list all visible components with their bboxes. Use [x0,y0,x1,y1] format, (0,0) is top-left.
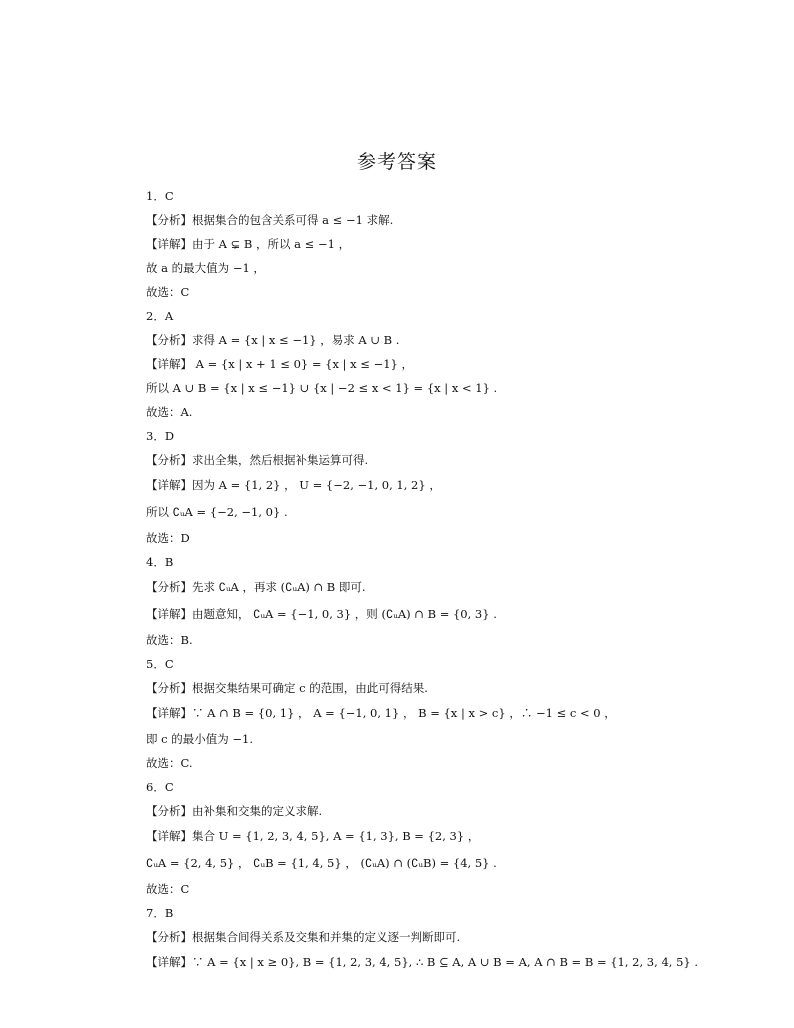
answer-line: 【分析】由补集和交集的定义求解. [146,804,323,818]
answer-line: 即 c 的最小值为 −1. [146,732,254,746]
answer-line: 【分析】根据集合间得关系及交集和并集的定义逐一判断即可. [146,930,461,944]
answer-line: 3．D [146,429,175,443]
answer-line: 【分析】根据集合的包含关系可得 a ≤ −1 求解. [146,213,394,227]
answer-line: 【分析】先求 ∁ᵤA ，再求 (∁ᵤA) ∩ B 即可. [146,580,366,594]
answer-line: 【分析】根据交集结果可确定 c 的范围，由此可得结果. [146,681,428,695]
answer-line: 故 a 的最大值为 −1 ， [146,261,265,275]
answer-line: 故选：A. [146,405,193,419]
answer-line: 【分析】求出全集，然后根据补集运算可得. [146,453,369,467]
answer-line: 2．A [146,309,174,323]
answer-line: 【详解】因为 A = {1, 2} ， U = {−2, −1, 0, 1, 2} ， [146,478,441,492]
answer-line: 5．C [146,657,174,671]
answer-line: 【详解】集合 U = {1, 2, 3, 4, 5}, A = {1, 3}, B = {2, 3} ， [146,829,480,843]
answer-line: 4．B [146,555,174,569]
answer-line: 所以 A ∪ B = {x | x ≤ −1} ∪ {x | −2 ≤ x < 1} = {x | x < 1} . [146,381,498,395]
answer-line: 【分析】求得 A = {x | x ≤ −1} ，易求 A ∪ B . [146,333,400,347]
answer-line: 1．C [146,189,174,203]
answer-line: 故选：D [146,531,190,545]
answer-line: 故选：C. [146,756,193,770]
answer-line: 故选：B. [146,633,193,647]
answer-line: 【详解】由题意知， ∁ᵤA = {−1, 0, 3} ，则 (∁ᵤA) ∩ B = {0, 3} . [146,607,497,621]
answer-line: 故选：C [146,882,190,896]
answer-line: 6．C [146,780,174,794]
answer-line: 故选：C [146,285,190,299]
answer-line: 【详解】∵ A ∩ B = {0, 1} ， A = {−1, 0, 1} ， B = {x | x > c} ，∴ −1 ≤ c < 0 ， [146,706,616,720]
answer-line: ∁ᵤA = {2, 4, 5} ， ∁ᵤB = {1, 4, 5} ， (∁ᵤA) ∩ (∁ᵤB) = {4, 5} . [146,856,497,870]
answer-line: 【详解】由于 A ⊊ B ，所以 a ≤ −1 ， [146,237,351,251]
answer-line: 【详解】∵ A = {x | x ≥ 0}, B = {1, 2, 3, 4, 5}, ∴ B ⊆ A, A ∪ B = A, A ∩ B = B = {1, 2, 3, 4, 5} . [146,955,699,969]
answer-line: 所以 ∁ᵤA = {−2, −1, 0} . [146,505,288,519]
answer-line: 【详解】 A = {x | x + 1 ≤ 0} = {x | x ≤ −1} ， [146,357,414,371]
answer-content [146,184,699,976]
page-title: 参考答案 [356,151,437,173]
answer-line: 7．B [146,906,174,920]
